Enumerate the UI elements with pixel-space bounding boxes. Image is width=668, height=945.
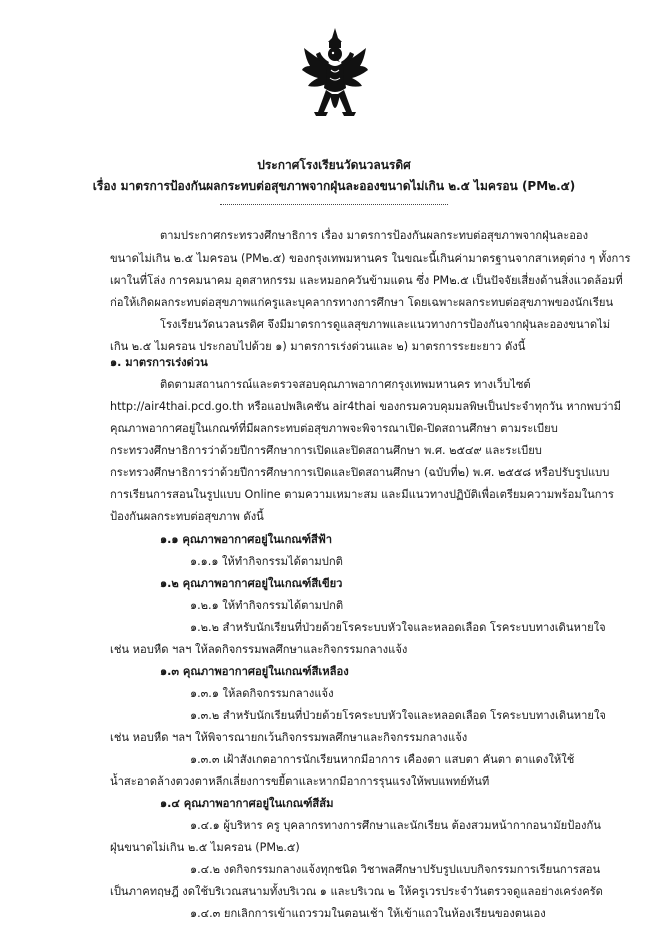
body-line: เกิน ๒.๕ ไมครอน ประกอบไปด้วย ๑) มาตรการเร่งด่วนและ ๒) มาตรการระยะยาว ดังนี้: [110, 340, 526, 353]
garuda-emblem-icon: [300, 26, 370, 126]
body-line: การเรียนการสอนในรูปแบบ Online ตามความเหมาะสม และมีแนวทางปฏิบัติเพื่อเตรียมความพร้อมในการ: [110, 488, 614, 501]
body-line: กระทรวงศึกษาธิการว่าด้วยปีการศึกษาการเปิดและปิดสถานศึกษา (ฉบับที่๒) พ.ศ. ๒๕๕๘ หรือปรับรูปแบบ: [110, 466, 610, 479]
document-subject: เรื่อง มาตรการป้องกันผลกระทบต่อสุขภาพจากฝุ่นละอองขนาดไม่เกิน ๒.๕ ไมครอน (PM๒.๕): [92, 179, 576, 193]
body-line: เช่น หอบหืด ฯลฯ ให้พิจารณายกเว้นกิจกรรมพลศึกษาและกิจกรรมกลางแจ้ง: [110, 731, 468, 744]
body-line: ๑.๔.๑ ผู้บริหาร ครู บุคลากรทางการศึกษาและนักเรียน ต้องสวมหน้ากากอนามัยป้องกัน: [190, 819, 601, 832]
body-line: คุณภาพอากาศอยู่ในเกณฑ์ที่มีผลกระทบต่อสุขภาพจะพิจารณาเปิด-ปิดสถานศึกษา ตามระเบียบ: [110, 422, 558, 435]
subsection-heading-yellow: ๑.๓ คุณภาพอากาศอยู่ในเกณฑ์สีเหลือง: [160, 665, 349, 678]
body-line: ป้องกันผลกระทบต่อสุขภาพ ดังนี้: [110, 510, 264, 523]
subsection-heading-green: ๑.๒ คุณภาพอากาศอยู่ในเกณฑ์สีเขียว: [160, 577, 343, 590]
body-line: น้ำสะอาดล้างตวงตาหลีกเลี่ยงการขยี้ตาและหากมีอาการรุนแรงให้พบแพทย์ทันที: [110, 775, 490, 788]
body-line: เผาในที่โล่ง การคมนาคม อุตสาหกรรม และหมอกควันข้ามแดน ซึ่ง PM๒.๕ เป็นปัจจัยเสี่ยงด้านสิ่งแวดล้อมที่: [110, 274, 623, 287]
body-line: กระทรวงศึกษาธิการว่าด้วยปีการศึกษาการเปิดและปิดสถานศึกษา พ.ศ. ๒๕๔๙ และระเบียบ: [110, 444, 542, 457]
body-line: ๑.๒.๑ ให้ทำกิจกรรมได้ตามปกติ: [190, 599, 344, 612]
body-line: เช่น หอบหืด ฯลฯ ให้ลดกิจกรรมพลศึกษาและกิจกรรมกลางแจ้ง: [110, 643, 408, 656]
body-line: ๑.๔.๓ ยกเลิกการเข้าแถวรวมในตอนเช้า ให้เข้าแถวในห้องเรียนของตนเอง: [190, 907, 546, 920]
subsection-heading-orange: ๑.๔ คุณภาพอากาศอยู่ในเกณฑ์สีส้ม: [160, 797, 334, 810]
body-line: ๑.๑.๑ ให้ทำกิจกรรมได้ตามปกติ: [190, 555, 343, 568]
body-line: ก่อให้เกิดผลกระทบต่อสุขภาพแก่ครูและบุคลากรทางการศึกษา โดยเฉพาะผลกระทบต่อสุขภาพของนักเรียน: [110, 296, 614, 309]
body-line: โรงเรียนวัดนวลนรดิศ จึงมีมาตรการดูแลสุขภาพและแนวทางการป้องกันจากฝุ่นละอองขนาดไม่: [160, 318, 611, 331]
body-line: ขนาดไม่เกิน ๒.๕ ไมครอน (PM๒.๕) ของกรุงเทพมหานคร ในขณะนี้เกินค่ามาตรฐานจากสาเหตุต่าง ๆ ทั้งการ: [110, 252, 631, 265]
body-line: ฝุ่นขนาดไม่เกิน ๒.๕ ไมครอน (PM๒.๕): [110, 841, 300, 854]
body-line: http://air4thai.pcd.go.th หรือแอปพลิเคชัน air4thai ของกรมควบคุมมลพิษเป็นประจำทุกวัน หากพบว่ามี: [110, 400, 622, 413]
title-divider: [220, 204, 448, 205]
body-line: ๑.๔.๒ งดกิจกรรมกลางแจ้งทุกชนิด วิชาพลศึกษาปรับรูปแบบกิจกรรมการเรียนการสอน: [190, 863, 601, 876]
body-line: ตามประกาศกระทรวงศึกษาธิการ เรื่อง มาตรการป้องกันผลกระทบต่อสุขภาพจากฝุ่นละออง: [160, 229, 589, 242]
body-line: ติดตามสถานการณ์และตรวจสอบคุณภาพอากาศกรุงเทพมหานคร ทางเว็บไซต์: [160, 378, 531, 391]
document-title: ประกาศโรงเรียนวัดนวลนรดิศ: [257, 158, 411, 172]
subsection-heading-blue: ๑.๑ คุณภาพอากาศอยู่ในเกณฑ์สีฟ้า: [160, 533, 333, 546]
body-line: ๑.๓.๓ เฝ้าสังเกตอาการนักเรียนหากมีอาการ เคืองตา แสบตา คันตา ตาแดงให้ใช้: [190, 753, 575, 766]
body-line: เป็นภาคทฤษฎี งดใช้บริเวณสนามทั้งบริเวณ ๑ และบริเวณ ๒ ให้ครูเวรประจำวันตรวจดูแลอย่างเคร่งครัด: [110, 885, 603, 898]
body-line: ๑.๒.๒ สำหรับนักเรียนที่ป่วยด้วยโรคระบบหัวใจและหลอดเลือด โรคระบบทางเดินหายใจ: [190, 621, 606, 634]
body-line: ๑.๓.๒ สำหรับนักเรียนที่ป่วยด้วยโรคระบบหัวใจและหลอดเลือด โรคระบบทางเดินหายใจ: [190, 709, 606, 722]
section-heading: ๑. มาตรการเร่งด่วน: [110, 356, 208, 369]
body-line: ๑.๓.๑ ให้ลดกิจกรรมกลางแจ้ง: [190, 687, 334, 700]
